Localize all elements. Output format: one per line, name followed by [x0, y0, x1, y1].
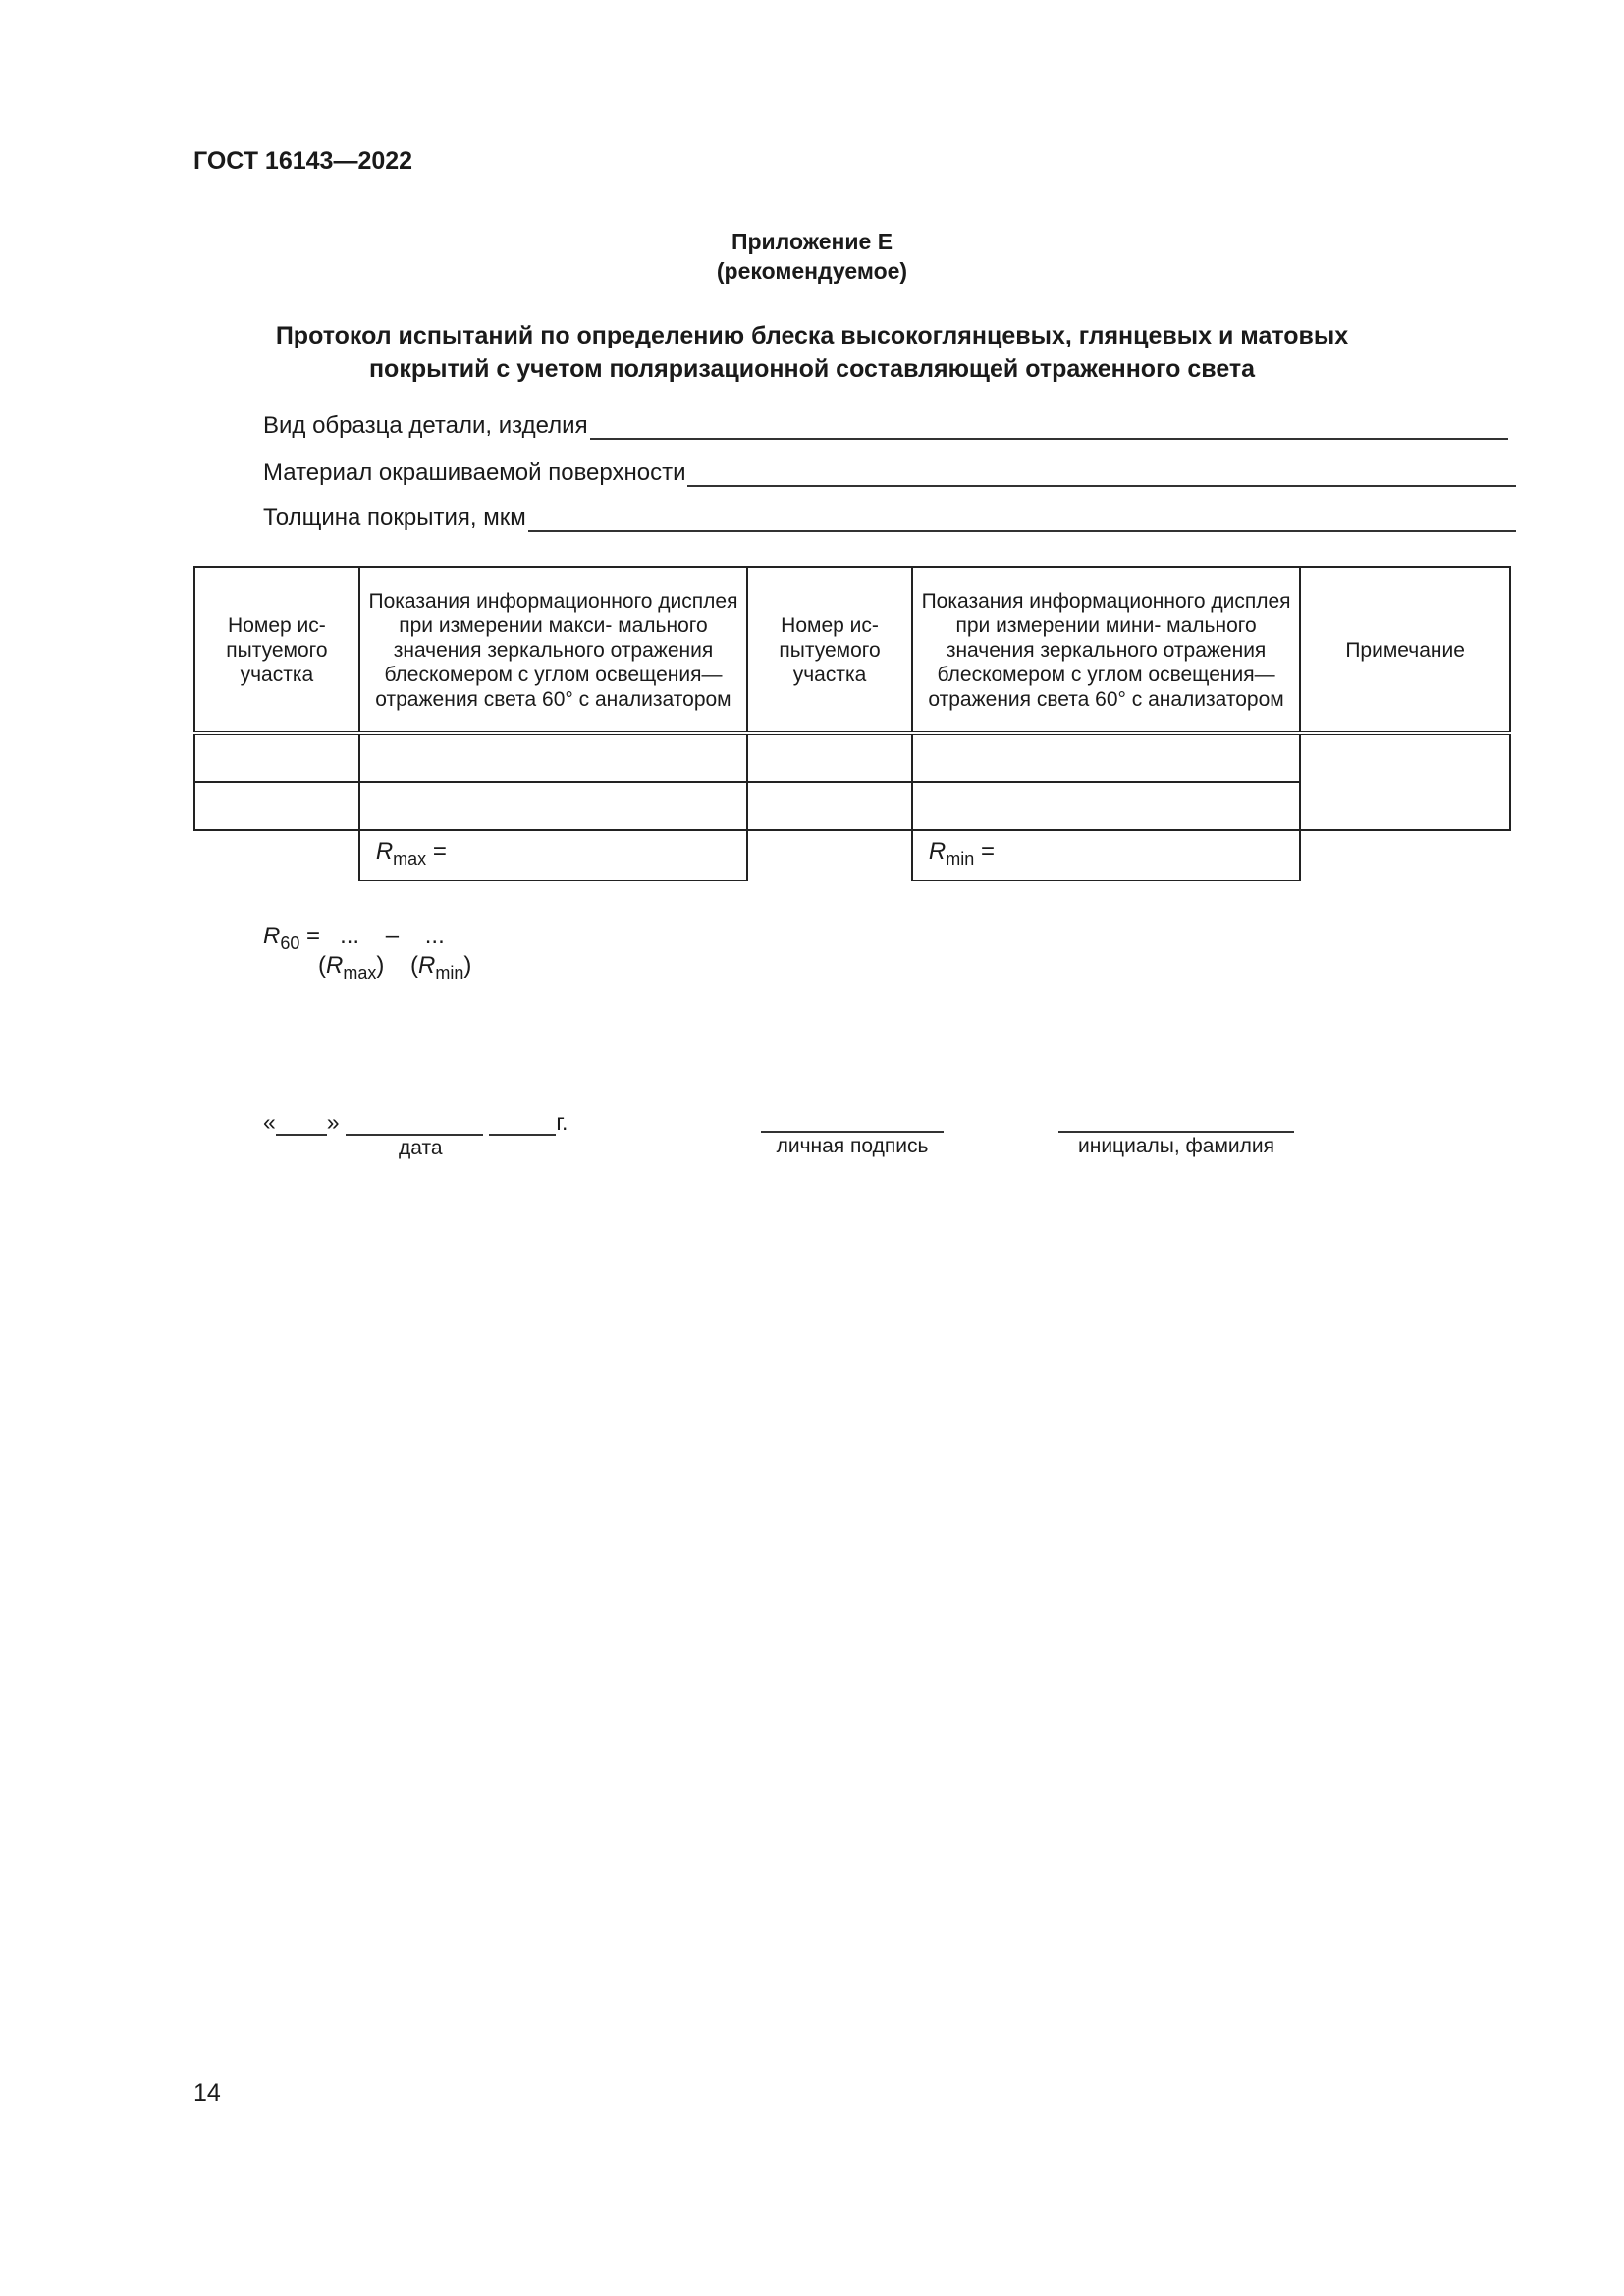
header-note: Примечание — [1300, 567, 1510, 733]
field-material[interactable] — [263, 459, 1516, 487]
header-min-reading: Показания информационного дисплея при измерении мини- мального значения зеркального отражения блескомером с углом освещения—отражения света 60° с анализатором — [912, 567, 1300, 733]
field-sample-line[interactable] — [590, 418, 1508, 440]
signature-caption: личная подпись — [776, 1135, 929, 1157]
cell-site-2[interactable] — [747, 733, 912, 782]
signature-line[interactable] — [761, 1109, 944, 1133]
title-line-2: покрытий с учетом поляризационной составляющей отраженного света — [368, 355, 1256, 383]
header-max-reading: Показания информационного дисплея при измерении макси- мального значения зеркального отражения блескомером с углом освещения—отражения света 60° с анализатором — [359, 567, 747, 733]
date-caption: дата — [399, 1137, 443, 1159]
r60-formula: $R_{60}$ = ... – ... $(R_{max})$ $(R_{min})$ — [263, 923, 445, 957]
cell-site-1[interactable] — [194, 782, 359, 830]
field-sample[interactable] — [263, 412, 1508, 440]
field-thickness-line[interactable] — [528, 510, 1516, 532]
table-header-row — [194, 567, 1510, 733]
date-month-line[interactable] — [346, 1112, 483, 1136]
annex-type: (рекомендуемое) — [716, 258, 908, 284]
name-block — [1058, 1109, 1294, 1158]
date-year-line[interactable] — [489, 1112, 556, 1136]
header-site-number-2: Номер ис- пытуемого участка — [747, 567, 912, 733]
annex-label: Приложение Е — [731, 229, 893, 254]
standard-header: ГОСТ 16143—2022 — [193, 147, 413, 175]
protocol-table — [193, 566, 1511, 881]
cell-min-value[interactable] — [912, 782, 1300, 830]
formula-lower-labels: $(R_{max})$ $(R_{min})$ — [318, 952, 472, 983]
date-block: « » г. дата — [263, 1109, 568, 1159]
table-row — [194, 733, 1510, 782]
field-thickness[interactable] — [263, 505, 1516, 532]
cell-note[interactable] — [1300, 733, 1510, 830]
cell-min-value[interactable] — [912, 733, 1300, 782]
title-line-1: Протокол испытаний по определению блеска высокоглянцевых, глянцевых и матовых — [275, 322, 1349, 349]
name-caption: инициалы, фамилия — [1078, 1135, 1274, 1157]
field-sample-label: Вид образца детали, изделия — [263, 412, 588, 439]
cell-site-1[interactable] — [194, 733, 359, 782]
signature-block — [761, 1109, 944, 1158]
cell-site-2[interactable] — [747, 782, 912, 830]
rmax-cell[interactable]: $R_{max}$ = — [359, 830, 747, 881]
page-number: 14 — [193, 2079, 221, 2107]
cell-max-value[interactable] — [359, 782, 747, 830]
field-material-label: Материал окрашиваемой поверхности — [263, 459, 686, 486]
name-line[interactable] — [1058, 1109, 1294, 1133]
date-day-line[interactable] — [276, 1112, 327, 1136]
rmin-cell[interactable]: $R_{min}$ = — [912, 830, 1300, 881]
totals-row — [194, 830, 1510, 881]
document-title — [0, 319, 1624, 386]
field-material-line[interactable] — [687, 465, 1516, 487]
header-site-number-1: Номер ис- пытуемого участка — [194, 567, 359, 733]
field-thickness-label: Толщина покрытия, мкм — [263, 505, 526, 531]
cell-max-value[interactable] — [359, 733, 747, 782]
